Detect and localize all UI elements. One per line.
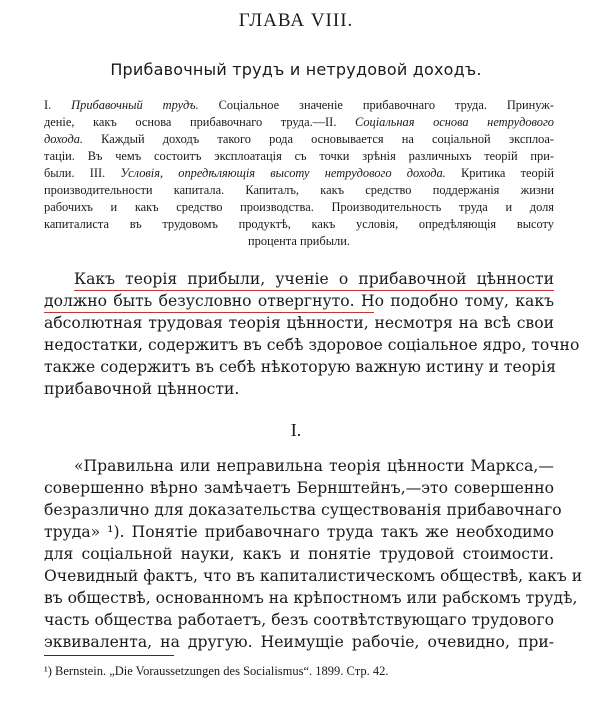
summary-text: таціи. Въ чемъ состоитъ эксплоатація съ точки зрѣнія различныхъ теорій при- [44, 149, 554, 163]
summary-line [44, 165, 554, 182]
footnote: ¹) Bernstein. „Die Voraussetzungen des Socialismus“. 1899. Стр. 42. [44, 664, 389, 678]
summary-line [44, 216, 554, 233]
opening-paragraph [44, 268, 580, 400]
summary-line [44, 131, 554, 148]
summary-italic-text: Соціальная основа нетрудового [354, 115, 554, 129]
summary-text: производительности капитала. Капиталъ, какъ средство поддержанія жизни [44, 183, 554, 197]
summary-line [44, 148, 554, 165]
text-line: безразлично для доказательства существованія прибавочнаго [44, 501, 562, 519]
text-line: Какъ теорія прибыли, ученіе о прибавочной цѣнности [74, 270, 554, 288]
section-paragraph [44, 455, 583, 653]
text-line: Очевидный фактъ, что въ капиталистическомъ обществѣ, какъ и [44, 567, 583, 585]
text-line: прибавочной цѣнности. [44, 380, 240, 398]
summary-text: рабочихъ и какъ средство производства. Производительность труда и доля [44, 200, 554, 214]
text-line: должно быть безусловно отвергнуто. Но подобно тому, какъ [44, 292, 554, 310]
annotation-underline-line2 [44, 312, 374, 313]
summary-italic-text: дохода. [44, 132, 83, 146]
text-line: совершенно вѣрно замѣчаетъ Бернштейнъ,—это совершенно [44, 479, 554, 497]
summary-text: были. III. [44, 166, 121, 180]
text-line: труда» ¹). Понятіе прибавочнаго труда такъ же необходимо [44, 523, 554, 541]
summary-text: Соціальное значеніе прибавочнаго труда. Принуж- [198, 98, 554, 112]
summary-text: Каждый доходъ такого рода основывается на соціальной эксплоа- [83, 132, 554, 146]
annotation-underline-line1 [74, 290, 554, 291]
summary-text: деніе, какъ основа прибавочнаго труда.—II. [44, 115, 355, 129]
text-line: абсолютная трудовая теорія цѣнности, несмотря на всѣ свои [44, 314, 554, 332]
footnote-divider [44, 655, 174, 656]
chapter-subtitle: Прибавочный трудъ и нетрудовой доходъ. [110, 60, 482, 79]
summary-line [44, 233, 554, 250]
summary-text: I. [44, 98, 72, 112]
chapter-summary [44, 97, 554, 250]
text-line: въ обществѣ, основанномъ на крѣпостномъ или рабскомъ трудѣ, [44, 589, 578, 607]
text-line: эквивалента, на другую. Неимущіе рабочіе, очевидно, при- [44, 633, 554, 651]
summary-line [44, 97, 554, 114]
summary-text: Критика теорій [445, 166, 554, 180]
summary-text: процента прибыли. [248, 234, 350, 248]
summary-text: капиталиста въ трудовомъ продуктѣ, какъ условія, опредѣляющія высоту [44, 217, 554, 231]
summary-italic-text: Условія, опредѣляющія высоту нетрудового дохода. [120, 166, 446, 180]
summary-italic-text: Прибавочный трудъ. [71, 98, 199, 112]
text-line: недостатки, содержитъ въ себѣ здоровое соціальное ядро, точно [44, 336, 580, 354]
text-line: для соціальной науки, какъ и понятіе трудовой стоимости. [44, 545, 554, 563]
section-number: I. [290, 420, 302, 440]
summary-line [44, 182, 554, 199]
summary-line [44, 114, 554, 131]
text-line: «Правильна или неправильна теорія цѣнности Маркса,— [74, 457, 554, 475]
chapter-title: ГЛАВА VIII. [238, 10, 354, 31]
summary-line [44, 199, 554, 216]
text-line: также содержитъ въ себѣ нѣкоторую важную истину и теорія [44, 358, 556, 376]
text-line: часть общества работаетъ, безъ соотвѣтствующаго трудового [44, 611, 554, 629]
